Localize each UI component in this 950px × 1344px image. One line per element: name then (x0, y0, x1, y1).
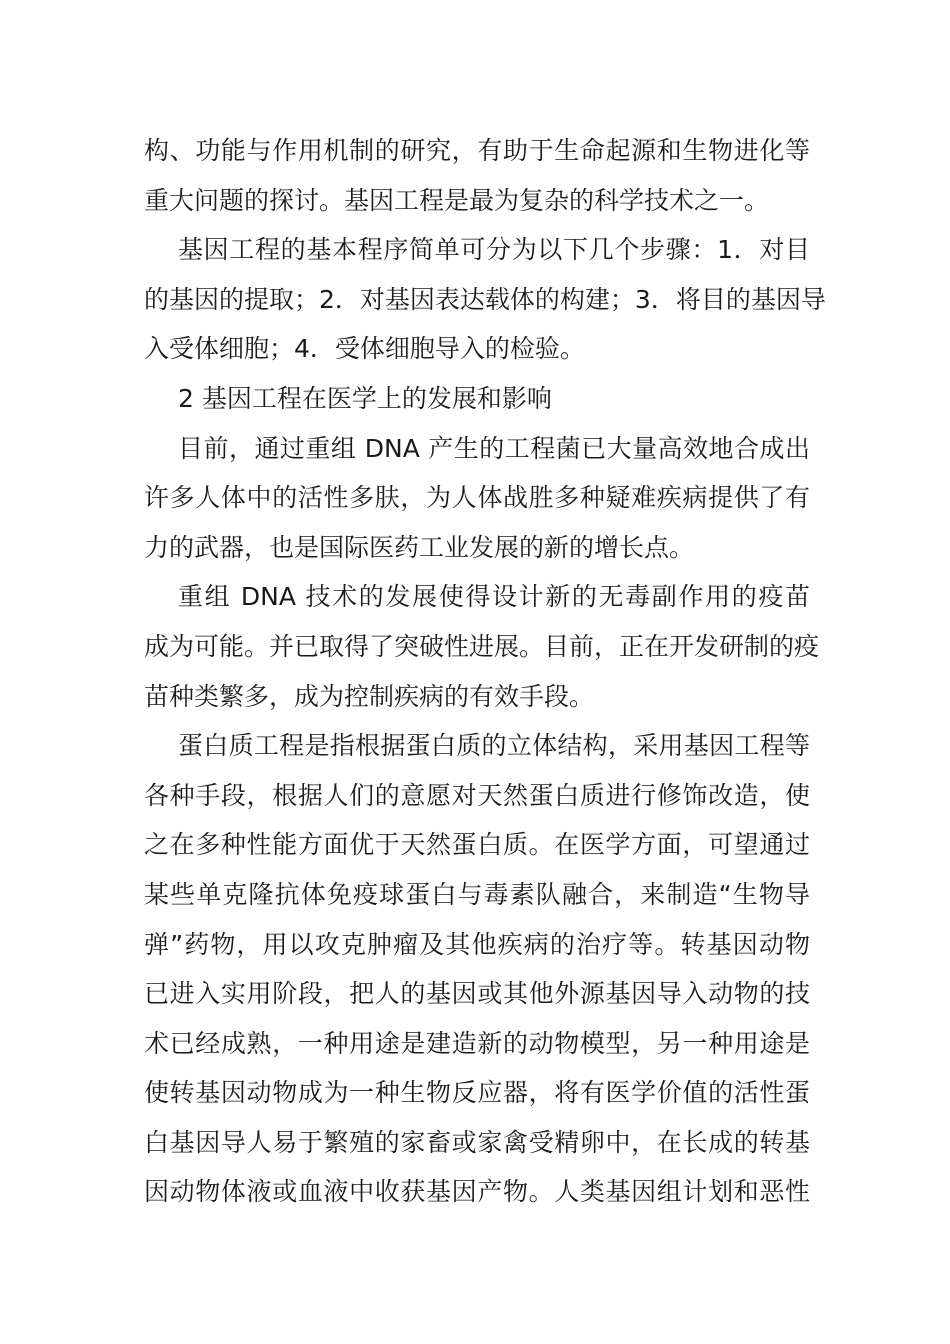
paragraph-line: 已进入实用阶段，把人的基因或其他外源基因导入动物的技 (144, 979, 810, 1009)
paragraph-line: 蛋白质工程是指根据蛋白质的立体结构，采用基因工程等 (178, 731, 810, 761)
paragraph-1 (144, 126, 810, 225)
paragraph-line: 重大问题的探讨。基因工程是最为复杂的科学技术之一。 (144, 185, 770, 215)
paragraph-line: 的基因的提取；2．对基因表达载体的构建；3．将目的基因导 (144, 284, 826, 314)
section-heading (144, 374, 810, 424)
paragraph-2 (144, 225, 826, 374)
paragraph-line: 某些单克隆抗体免疫球蛋白与毒素队融合，来制造“生物导 (144, 879, 810, 909)
paragraph-line: 基因工程的基本程序简单可分为以下几个步骤：1．对目 (178, 235, 810, 265)
paragraph-line: 白基因导人易于繁殖的家畜或家禽受精卵中，在长成的转基 (144, 1127, 810, 1157)
paragraph-line: 入受体细胞；4．受体细胞导入的检验。 (144, 334, 585, 364)
paragraph-4 (144, 572, 820, 721)
paragraph-line: 使转基因动物成为一种生物反应器，将有医学价值的活性蛋 (144, 1078, 810, 1108)
paragraph-line: 苗种类繁多，成为控制疾病的有效手段。 (144, 681, 595, 711)
paragraph-5 (144, 721, 810, 1217)
paragraph-line: 之在多种性能方面优于天然蛋白质。在医学方面，可望通过 (144, 830, 810, 860)
section-heading-text: 2 基因工程在医学上的发展和影响 (178, 383, 552, 413)
paragraph-line: 弹”药物，用以攻克肿瘤及其他疾病的治疗等。转基因动物 (144, 929, 810, 959)
paragraph-3 (144, 424, 810, 573)
paragraph-line: 目前，通过重组 DNA 产生的工程菌已大量高效地合成出 (178, 433, 810, 463)
paragraph-line: 许多人体中的活性多肤，为人体战胜多种疑难疾病提供了有 (144, 483, 810, 513)
paragraph-line: 重组 DNA 技术的发展使得设计新的无毒副作用的疫苗 (178, 582, 810, 612)
paragraph-line: 术已经成熟，一种用途是建造新的动物模型，另一种用途是 (144, 1028, 810, 1058)
paragraph-line: 各种手段，根据人们的意愿对天然蛋白质进行修饰改造，使 (144, 780, 810, 810)
document-body (144, 126, 826, 1217)
paragraph-line: 构、功能与作用机制的研究，有助于生命起源和生物进化等 (144, 136, 810, 165)
paragraph-line: 成为可能。并已取得了突破性进展。目前，正在开发研制的疫 (144, 631, 820, 661)
paragraph-line: 力的武器，也是国际医药工业发展的新的增长点。 (144, 532, 695, 562)
paragraph-line: 因动物体液或血液中收获基因产物。人类基因组计划和恶性 (144, 1177, 810, 1207)
